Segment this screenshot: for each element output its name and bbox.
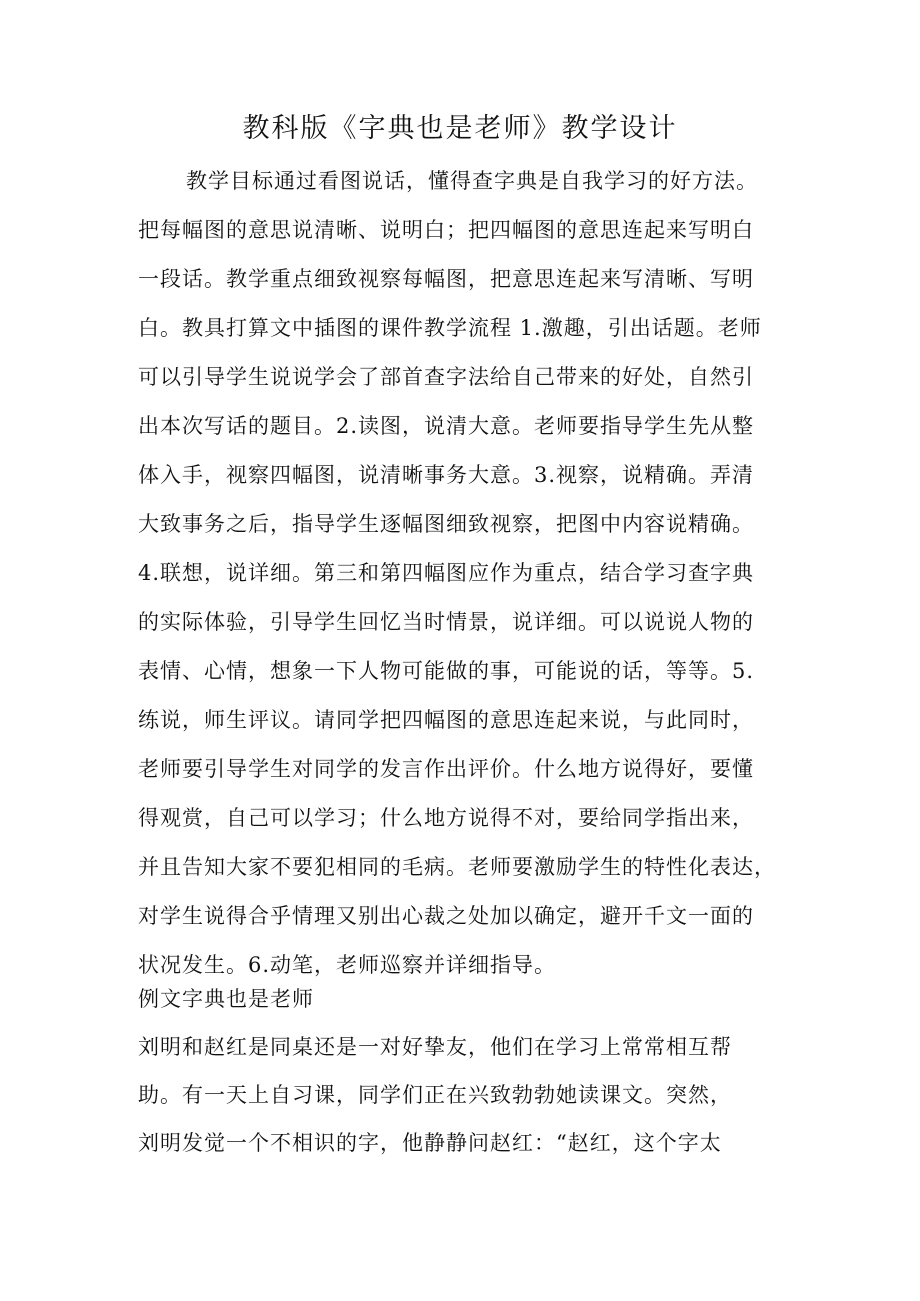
example-line: 刘明发觉一个不相识的字，他静静问赵红：“赵红，这个字太 (138, 1131, 722, 1155)
body-line: 大致事务之后，指导学生逐幅图细致视察，把图中内容说精确。 (138, 512, 754, 536)
body-line: 表情、心情，想象一下人物可能做的事，可能说的话，等等。5. (138, 659, 755, 683)
example-line: 刘明和赵红是同桌还是一对好挚友，他们在学习上常常相互帮 (138, 1035, 732, 1059)
body-line: 教学目标通过看图说话，懂得查字典是自我学习的好方法。 (186, 169, 758, 193)
example-line: 助。有一天上自习课，同学们正在兴致勃勃她读课文。突然， (138, 1083, 732, 1107)
body-line: 得观赏，自己可以学习；什么地方说得不对，要给同学指出来， (138, 806, 754, 830)
example-essay (138, 975, 798, 1167)
body-line: 状况发生。6.动笔，老师巡察并详细指导。 (138, 953, 557, 977)
body-line: 出本次写话的题目。2.读图，说清大意。老师要指导学生先从整 (138, 414, 755, 438)
example-heading: 例文字典也是老师 (138, 987, 314, 1011)
body-line: 并且告知大家不要犯相同的毛病。老师要激励学生的特性化表达， (138, 855, 776, 879)
body-line: 一段话。教学重点细致视察每幅图，把意思连起来写清晰、写明 (138, 267, 754, 291)
lesson-plan-body (138, 157, 798, 990)
body-line: 对学生说得合乎情理又别出心裁之处加以确定，避开千文一面的 (138, 904, 754, 928)
body-line: 把每幅图的意思说清晰、说明白；把四幅图的意思连起来写明白 (138, 218, 754, 242)
document-title: 教科版《字典也是老师》教学设计 (242, 113, 678, 144)
body-line: 白。教具打算文中插图的课件教学流程 1.激趣，引出话题。老师 (138, 316, 762, 340)
body-line: 老师要引导学生对同学的发言作出评价。什么地方说得好，要懂 (138, 757, 754, 781)
body-line: 体入手，视察四幅图，说清晰事务大意。3.视察，说精确。弄清 (138, 463, 755, 487)
body-line: 练说，师生评议。请同学把四幅图的意思连起来说，与此同时， (138, 708, 754, 732)
body-line: 4.联想，说详细。第三和第四幅图应作为重点，结合学习查字典 (138, 561, 755, 585)
body-line: 可以引导学生说说学会了部首查字法给自己带来的好处，自然引 (138, 365, 754, 389)
body-line: 的实际体验，引导学生回忆当时情景，说详细。可以说说人物的 (138, 610, 754, 634)
